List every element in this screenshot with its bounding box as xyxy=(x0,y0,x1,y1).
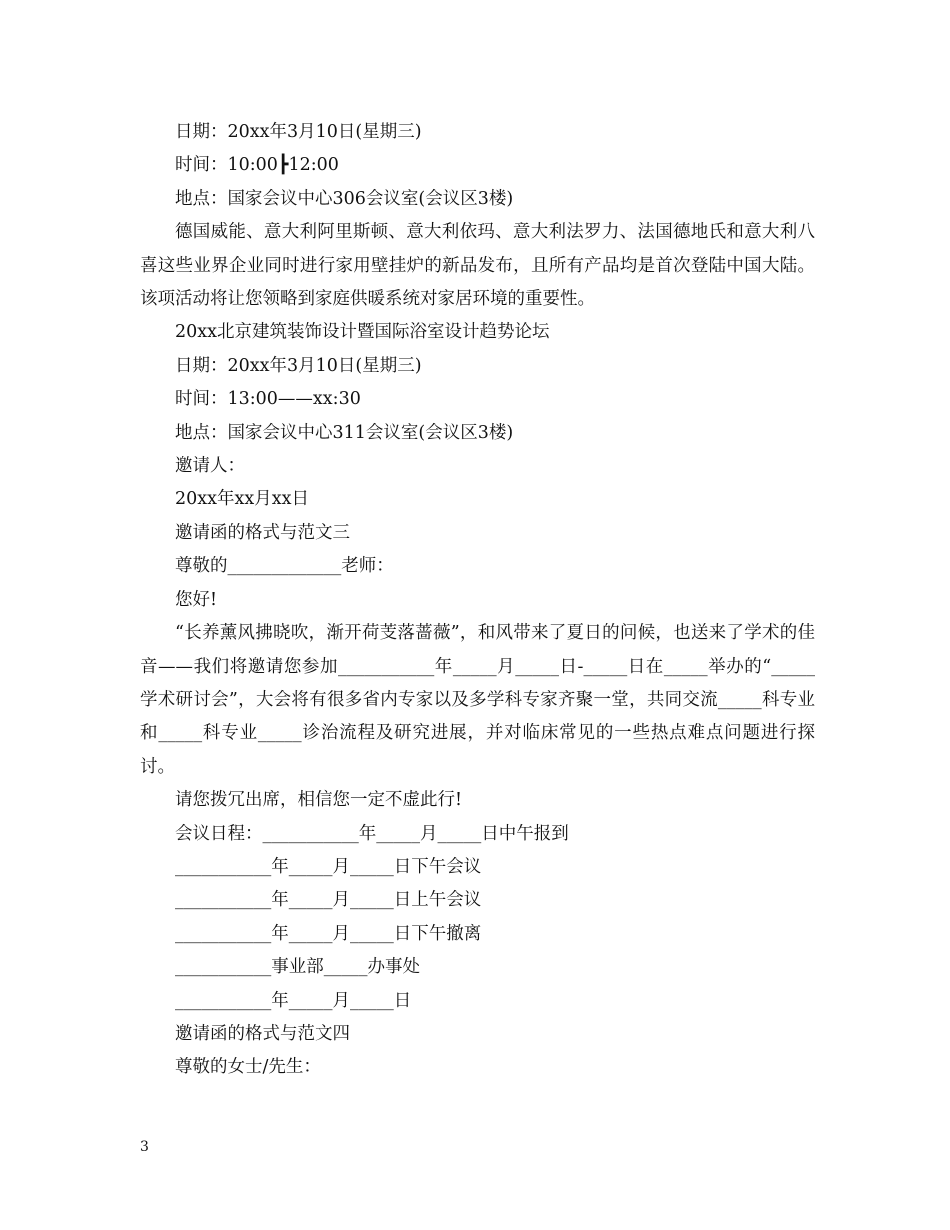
date-line-2: 日期：20xx年3月10日(星期三) xyxy=(175,355,422,376)
location-line-2: 地点：国家会议中心311会议室(会议区3楼) xyxy=(175,422,514,443)
time-line-2: 时间：13:00——xx:30 xyxy=(175,389,361,410)
inviter-label: 邀请人： xyxy=(175,456,245,477)
salutation-sir-madam: 尊敬的女士/先生： xyxy=(175,1057,321,1078)
office-line: ___________事业部_____办事处 xyxy=(175,957,420,978)
schedule-line-4: ___________年_____月_____日下午撤离 xyxy=(175,923,482,944)
time-line-1: 时间：10:00┣12:00 xyxy=(175,155,339,176)
salutation-teacher: 尊敬的_____________老师： xyxy=(175,556,394,577)
page-number: 3 xyxy=(140,1139,149,1155)
schedule-line-2: ___________年_____月_____日下午会议 xyxy=(175,856,482,877)
attendance-request: 请您拨冗出席，相信您一定不虚此行! xyxy=(175,790,463,811)
section-heading-3: 邀请函的格式与范文三 xyxy=(175,522,350,543)
section-heading-4: 邀请函的格式与范文四 xyxy=(175,1023,350,1044)
document-body xyxy=(140,116,815,1085)
invitation-paragraph: “长养薰风拂晓吹，渐开荷芰落蔷薇”，和风带来了夏日的问候，也送来了学术的佳音——我们将邀请您参加___________年_____月_____日-_____日在_____举办的“_____学术研讨会”，大会将有很多省内专家以及多学科专家齐聚一堂，共同交流_____科专业和_____科专业_____诊治流程及研究进展，并对临床常见的一些热点难点问题进行探讨。 xyxy=(140,623,815,777)
forum-title: 20xx北京建筑装饰设计暨国际浴室设计趋势论坛 xyxy=(175,322,550,343)
location-line-1: 地点：国家会议中心306会议室(会议区3楼) xyxy=(175,188,514,209)
greeting: 您好! xyxy=(175,589,218,610)
date-line-1: 日期：20xx年3月10日(星期三) xyxy=(175,122,422,142)
product-launch-paragraph: 德国威能、意大利阿里斯顿、意大利依玛、意大利法罗力、法国德地氏和意大利八喜这些业界企业同时进行家用壁挂炉的新品发布，且所有产品均是首次登陆中国大陆。该项活动将让您领略到家庭供暖系统对家居环境的重要性。 xyxy=(140,222,815,310)
inviter-date: 20xx年xx月xx日 xyxy=(175,489,309,510)
schedule-line-3: ___________年_____月_____日上午会议 xyxy=(175,890,482,911)
schedule-line-1: 会议日程：___________年_____月_____日中午报到 xyxy=(175,823,569,844)
closing-date: ___________年_____月_____日 xyxy=(175,990,412,1011)
